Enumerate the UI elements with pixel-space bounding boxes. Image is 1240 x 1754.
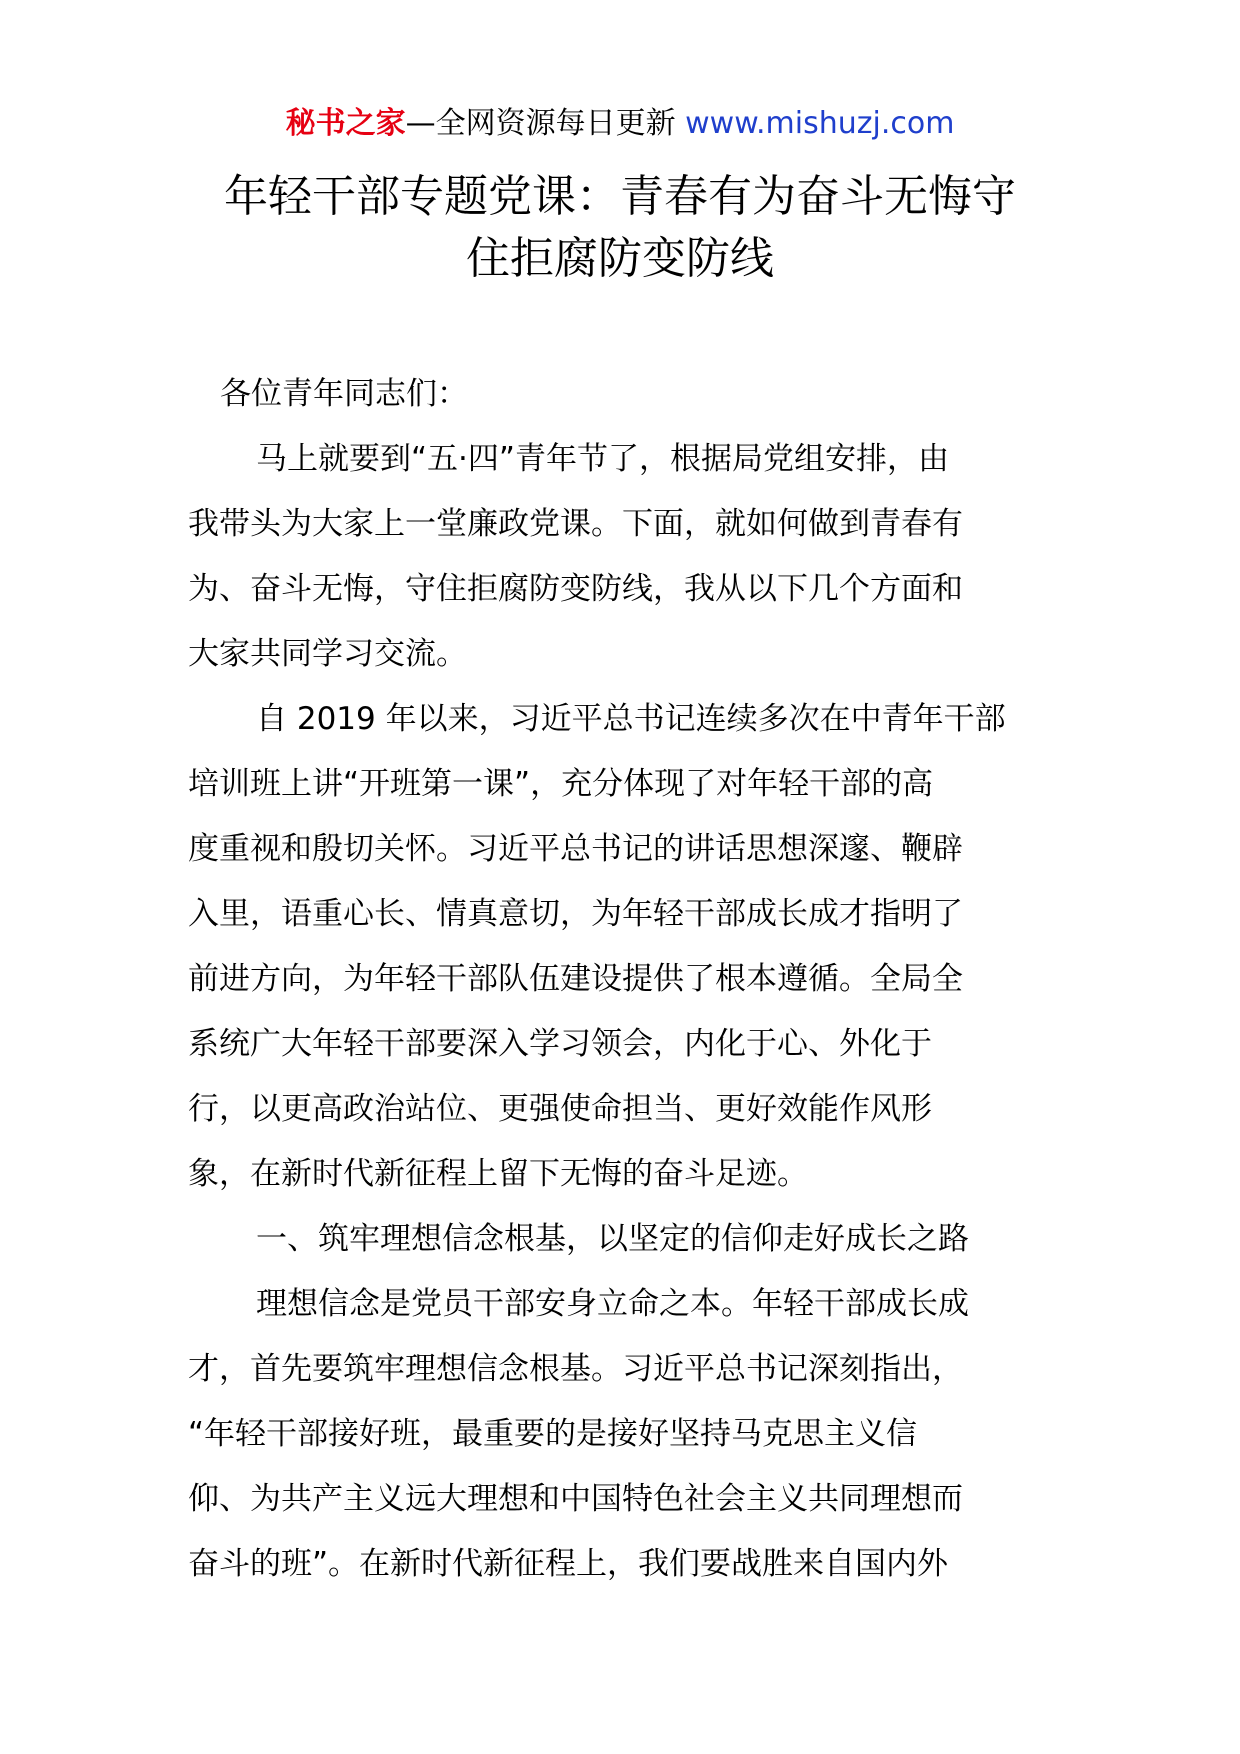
paragraph-line: 为、奋斗无悔，守住拒腐防变防线，我从以下几个方面和 [188,571,963,607]
site-tagline: —全网资源每日更新 [405,106,686,141]
paragraph-line: 马上就要到“五·四”青年节了，根据局党组安排，由 [256,441,949,477]
site-brand: 秘书之家 [285,106,406,141]
paragraph-line: 度重视和殷切关怀。习近平总书记的讲话思想深邃、鞭辟 [188,831,963,867]
paragraph-line: “年轻干部接好班，最重要的是接好坚持马克思主义信 [188,1416,918,1452]
paragraph-line: 大家共同学习交流。 [188,636,467,672]
paragraph-line: 仰、为共产主义远大理想和中国特色社会主义共同理想而 [188,1481,963,1517]
paragraph-line: 前进方向，为年轻干部队伍建设提供了根本遵循。全局全 [188,961,963,997]
paragraph-line: 理想信念是党员干部安身立命之本。年轻干部成长成 [256,1286,969,1322]
site-header [0,100,1240,148]
greeting: 各位青年同志们： [220,376,468,412]
paragraph-line: 入里，语重心长、情真意切，为年轻干部成长成才指明了 [188,896,963,932]
paragraph-line: 才，首先要筑牢理想信念根基。习近平总书记深刻指出， [188,1351,963,1387]
title-line-1: 年轻干部专题党课：青春有为奋斗无悔守 [224,171,1016,222]
paragraph-line: 行，以更高政治站位、更强使命担当、更好效能作风形 [188,1091,932,1127]
document-title [150,166,1090,290]
section-heading: 一、筑牢理想信念根基，以坚定的信仰走好成长之路 [256,1221,969,1257]
title-line-2: 住拒腐防变防线 [466,233,774,284]
paragraph-line: 系统广大年轻干部要深入学习领会，内化于心、外化于 [188,1026,932,1062]
document-body [188,362,1058,1597]
paragraph-line: 自 2019 年以来，习近平总书记连续多次在中青年干部 [256,701,1006,737]
paragraph-line: 我带头为大家上一堂廉政党课。下面，就如何做到青春有 [188,506,963,542]
paragraph-line: 培训班上讲“开班第一课”，充分体现了对年轻干部的高 [188,766,934,802]
site-url[interactable]: www.mishuzj.com [685,106,955,141]
paragraph-line: 奋斗的班”。在新时代新征程上，我们要战胜来自国内外 [188,1546,949,1582]
paragraph-line: 象，在新时代新征程上留下无悔的奋斗足迹。 [188,1156,808,1192]
